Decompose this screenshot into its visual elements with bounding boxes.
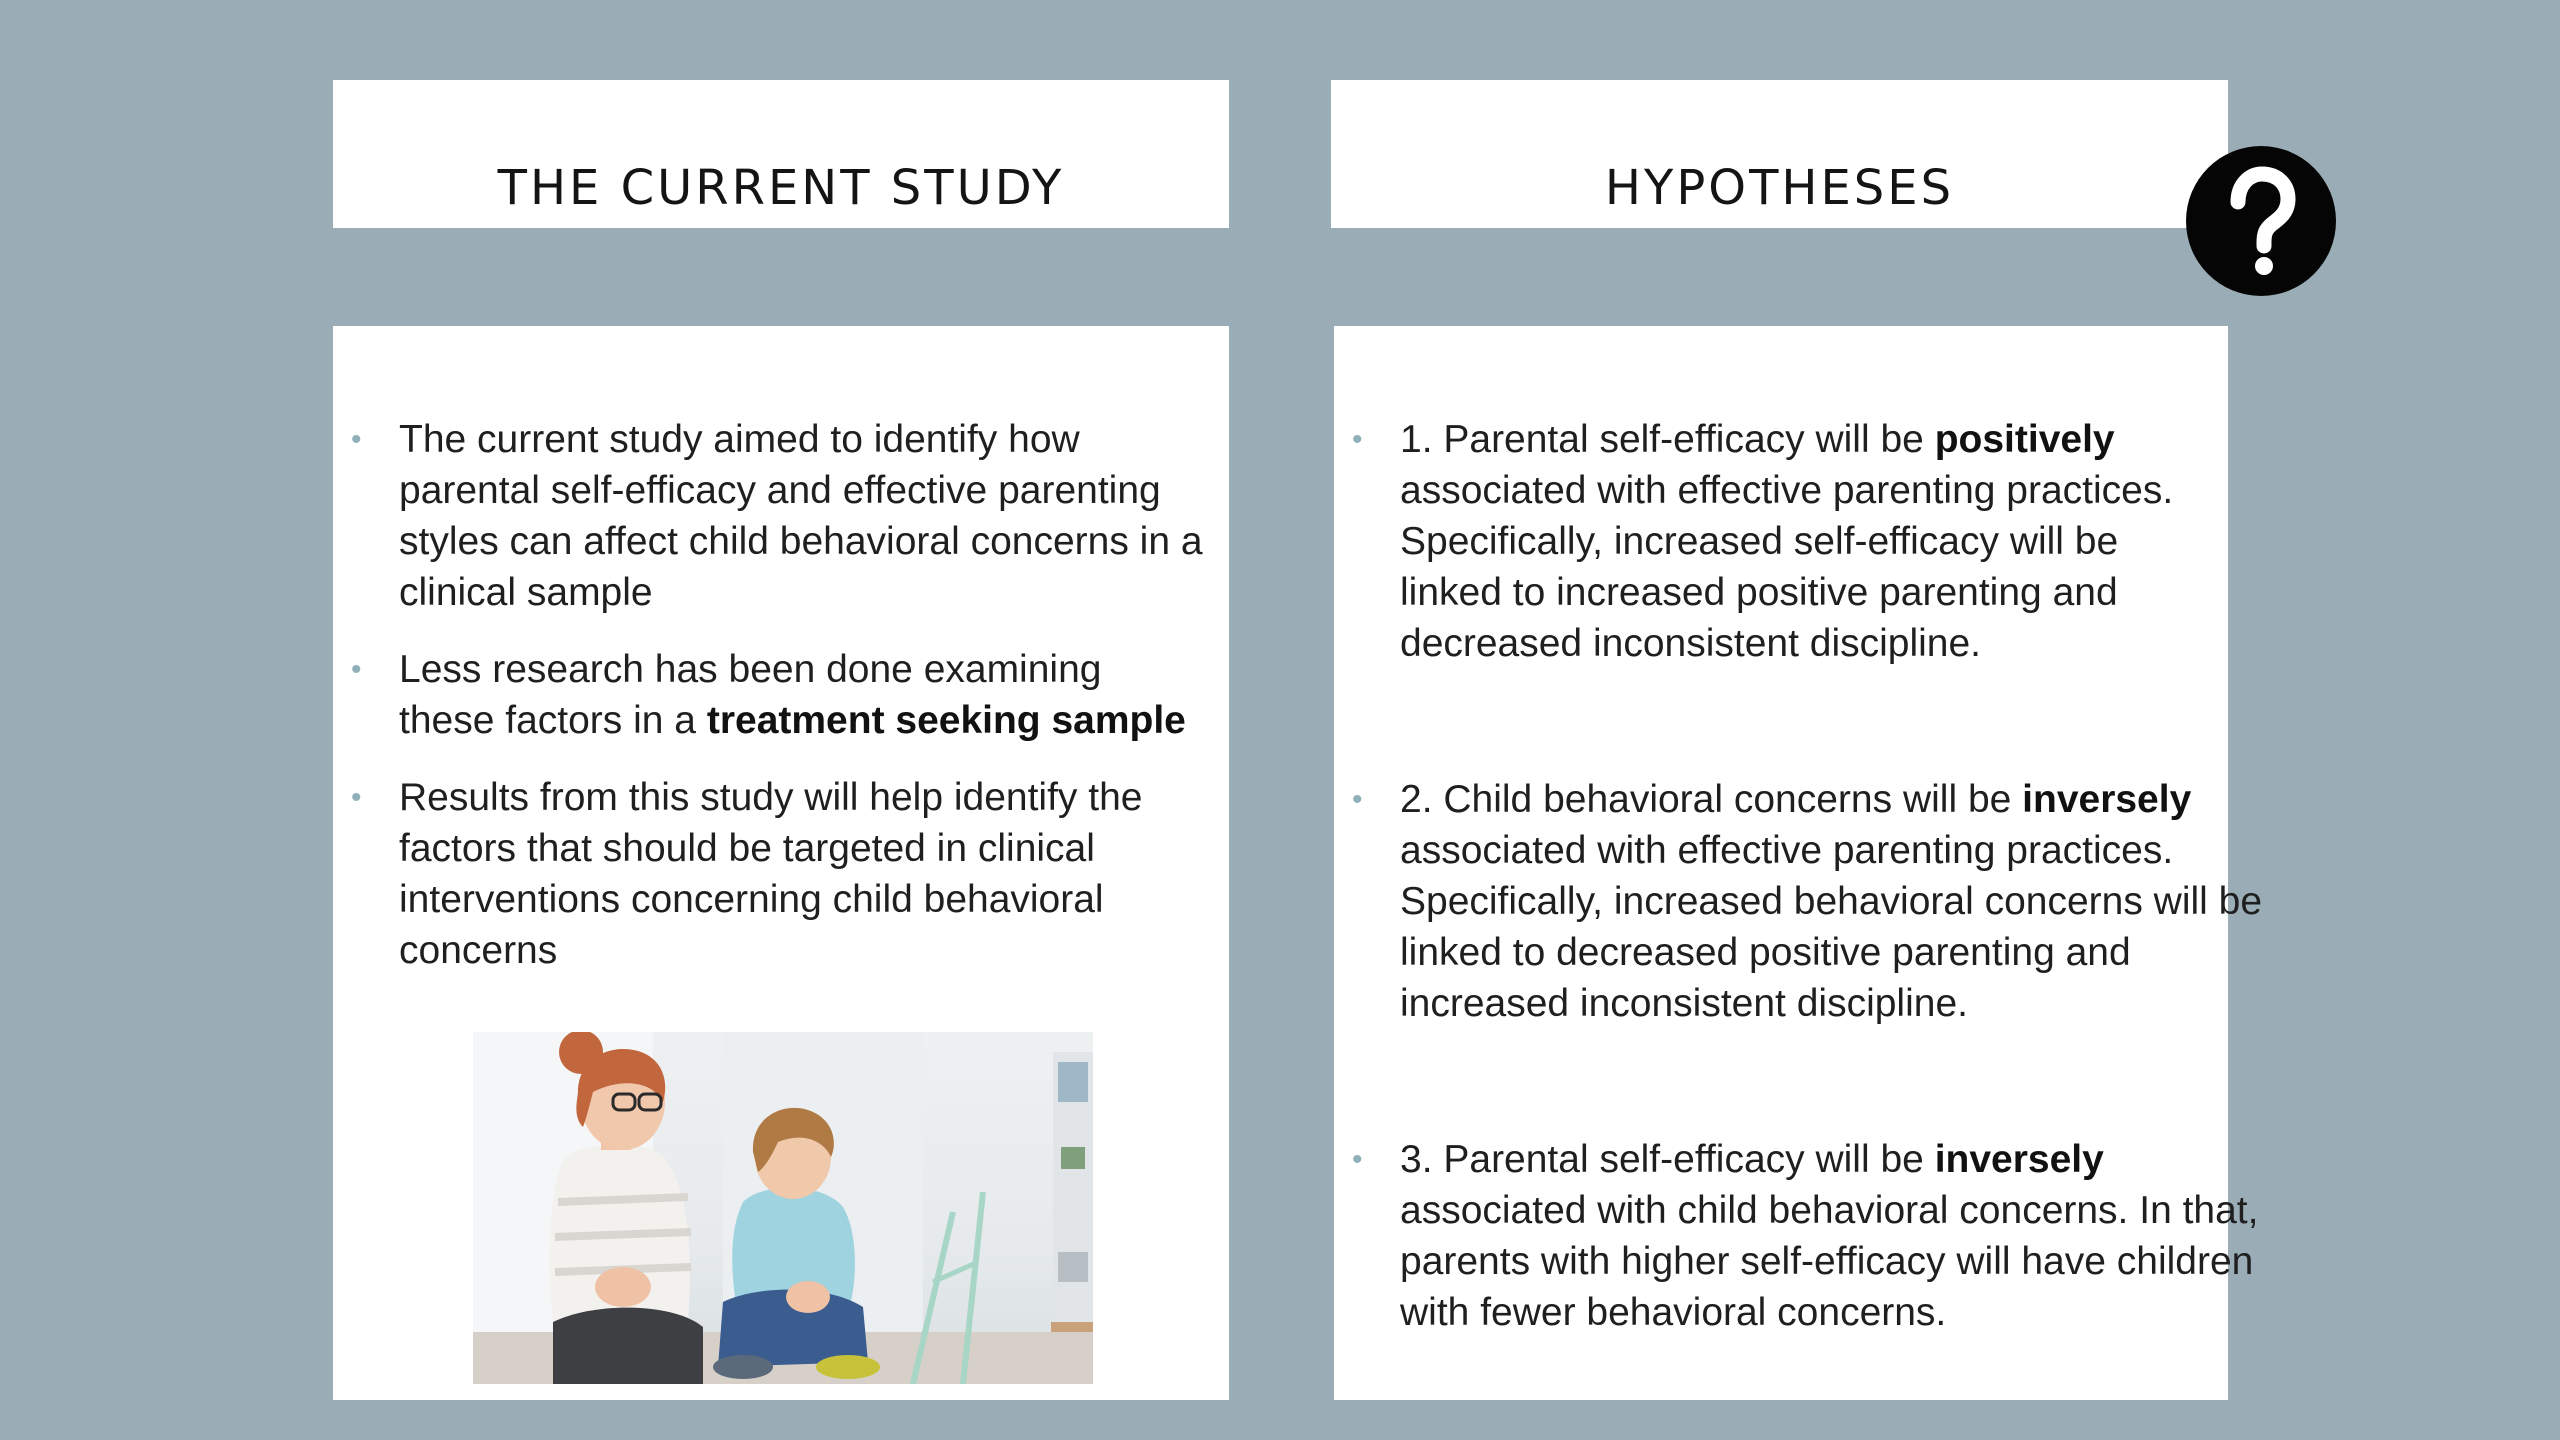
- bullet-dot-icon: •: [351, 423, 362, 456]
- therapist-child-photo: [473, 1032, 1093, 1384]
- hypothesis-text-cont: associated with effective parenting practices. Specifically, increased self-efficacy will be linked to increased positive parenting and decreased inconsistent discipline.: [1400, 469, 2174, 665]
- current-study-title: THE CURRENT STUDY: [497, 160, 1065, 216]
- bullet-emphasis: treatment seeking sample: [706, 699, 1186, 742]
- question-mark-icon[interactable]: [2186, 146, 2336, 296]
- current-study-title-box: [333, 80, 1229, 228]
- hypothesis-item: [1334, 1134, 2280, 1338]
- bullet-text: Less research has been done examining these factors in a: [399, 648, 1102, 742]
- current-study-panel: [333, 326, 1229, 1400]
- hypothesis-emphasis: inversely: [1934, 1138, 2104, 1181]
- hypothesis-text-cont: associated with child behavioral concerns. In that, parents with higher self-efficacy will have children with fewer behavioral concerns.: [1400, 1189, 2259, 1334]
- hypothesis-emphasis: positively: [1934, 418, 2115, 461]
- hypothesis-item: [1334, 414, 2214, 669]
- list-item: [333, 772, 1203, 976]
- bullet-dot-icon: •: [351, 653, 362, 686]
- hypothesis-emphasis: inversely: [2022, 778, 2192, 821]
- list-item: [333, 414, 1203, 618]
- bullet-text: Results from this study will help identify the factors that should be targeted in clinical interventions concerning child behavioral concerns: [399, 776, 1143, 972]
- hypothesis-text: 2. Child behavioral concerns will be: [1400, 778, 2023, 821]
- bullet-dot-icon: •: [351, 781, 362, 814]
- hypotheses-list: [1334, 414, 2263, 1334]
- hypotheses-title-box: [1331, 80, 2228, 228]
- photo-illustration: [473, 1032, 1093, 1384]
- bullet-text: The current study aimed to identify how parental self-efficacy and effective parenting styles can affect child behavioral concerns in a clinical sample: [399, 418, 1203, 614]
- bullet-dot-icon: •: [1352, 1143, 1363, 1176]
- hypotheses-title: HYPOTHESES: [1604, 160, 1955, 216]
- bullet-dot-icon: •: [1352, 783, 1363, 816]
- hypotheses-panel: [1334, 326, 2263, 1400]
- hypothesis-text: 1. Parental self-efficacy will be: [1400, 418, 1935, 461]
- hypothesis-text-cont: associated with effective parenting practices. Specifically, increased behavioral concerns will be linked to decreased positive parenting and increased inconsistent discipline.: [1400, 829, 2263, 1025]
- current-study-bullets: [333, 414, 1203, 1002]
- hypothesis-item: [1334, 774, 2280, 1029]
- question-mark-glyph: [2186, 146, 2336, 296]
- hypothesis-text: 3. Parental self-efficacy will be: [1400, 1138, 1935, 1181]
- list-item: [333, 644, 1203, 746]
- bullet-dot-icon: •: [1352, 423, 1363, 456]
